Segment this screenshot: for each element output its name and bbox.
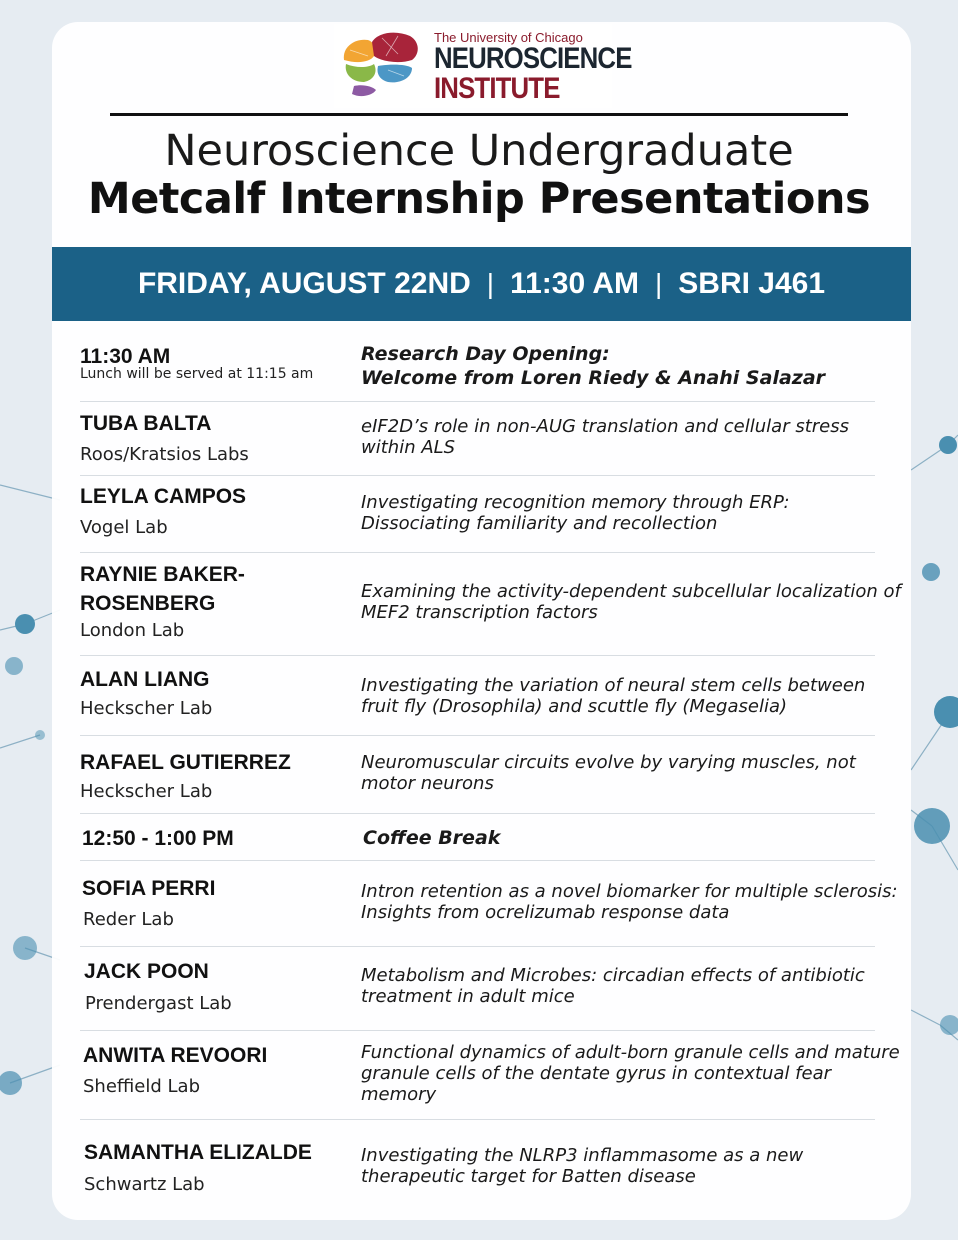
opening-time: 11:30 AM: [80, 345, 171, 368]
event-date: FRIDAY, AUGUST 22ND: [137, 267, 471, 300]
schedule-row-opening: [80, 342, 900, 392]
row-divider: [80, 946, 875, 947]
presentation-title: Metabolism and Microbes: circadian effects of antibiotic treatment in adult mice: [361, 965, 865, 1007]
presentation-title: Investigating the NLRP3 inflammasome as a new therapeutic target for Batten disease: [361, 1145, 804, 1187]
event-banner: [52, 247, 911, 321]
row-divider: [80, 475, 875, 476]
presenter-lab: Roos/Kratsios Labs: [80, 444, 249, 465]
presentation-title: Examining the activity-dependent subcellular localization of MEF2 transcription factors: [361, 581, 901, 623]
opening-line1: Research Day Opening:: [361, 343, 610, 365]
presenter-lab: Vogel Lab: [80, 517, 168, 538]
presenter-name: RAYNIE BAKER-ROSENBERG: [80, 563, 245, 615]
presentation-title: eIF2D’s role in non-AUG translation and cellular stress within ALS: [361, 416, 849, 458]
presenter-name: TUBA BALTA: [80, 412, 212, 435]
row-divider: [80, 1030, 875, 1031]
presenter-lab: Sheffield Lab: [83, 1076, 201, 1097]
presenter-name: SAMANTHA ELIZALDE: [84, 1141, 312, 1164]
presentation-title: Neuromuscular circuits evolve by varying muscles, not motor neurons: [361, 752, 856, 794]
university-name: The University of Chicago: [434, 30, 583, 45]
row-divider: [80, 813, 875, 814]
presenter-lab: Reder Lab: [83, 909, 174, 930]
opening-line2: Welcome from Loren Riedy & Anahi Salazar: [361, 367, 826, 389]
presenter-lab: Schwartz Lab: [84, 1174, 205, 1195]
page-title-line1: Neuroscience Undergraduate: [164, 126, 794, 176]
logo-line-neuroscience: NEUROSCIENCE: [434, 42, 632, 75]
brain-logo-icon: [338, 28, 428, 104]
presenter-lab: Heckscher Lab: [80, 698, 213, 719]
break-time: 12:50 - 1:00 PM: [82, 827, 234, 850]
presenter-name: JACK POON: [84, 960, 209, 983]
break-label: Coffee Break: [363, 827, 501, 849]
presentation-title: Intron retention as a novel biomarker for multiple sclerosis: Insights from ocrelizumab response data: [361, 881, 898, 923]
row-divider: [80, 735, 875, 736]
banner-separator: |: [486, 268, 495, 299]
lunch-note: Lunch will be served at 11:15 am: [80, 366, 314, 382]
row-divider: [80, 655, 875, 656]
row-divider: [80, 860, 875, 861]
row-divider: [80, 401, 875, 402]
page-title-line2: Metcalf Internship Presentations: [87, 174, 871, 224]
presenter-name: ALAN LIANG: [80, 668, 210, 691]
presenter-lab: Heckscher Lab: [80, 781, 213, 802]
presenter-name: LEYLA CAMPOS: [80, 485, 247, 508]
row-divider: [80, 552, 875, 553]
presenter-lab: London Lab: [80, 620, 185, 641]
presentation-title: Investigating recognition memory through ERP: Dissociating familiarity and recollection: [361, 492, 790, 534]
presenter-name: ANWITA REVOORI: [83, 1044, 268, 1067]
banner-separator: |: [655, 268, 663, 299]
event-room: SBRI J461: [678, 267, 826, 300]
logo-line-institute: INSTITUTE: [434, 72, 560, 105]
opening-title: [361, 342, 901, 390]
presenter-name: SOFIA PERRI: [82, 877, 216, 900]
presentation-title: Investigating the variation of neural stem cells between fruit fly (Drosophila) and scuttle fly (Megaselia): [361, 675, 866, 717]
institute-logo: [334, 24, 632, 108]
event-time: 11:30 AM: [510, 267, 640, 300]
presenter-lab: Prendergast Lab: [85, 993, 232, 1014]
presentation-title: Functional dynamics of adult-born granule cells and mature granule cells of the dentate gyrus in contextual fear memory: [361, 1042, 900, 1105]
title-divider: [110, 113, 848, 116]
row-divider: [80, 1119, 875, 1120]
presenter-name: RAFAEL GUTIERREZ: [80, 751, 291, 774]
